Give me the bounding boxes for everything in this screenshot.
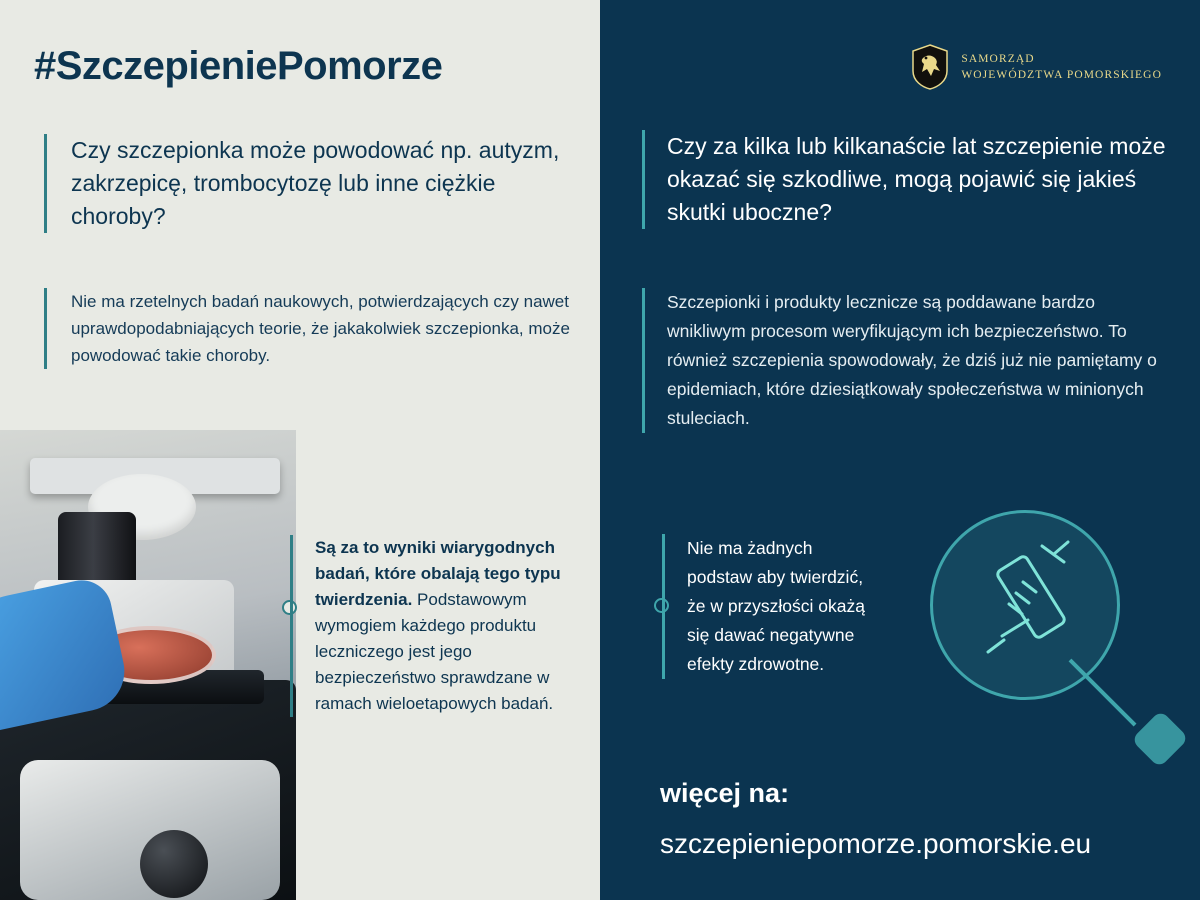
right-question: Czy za kilka lub kilkanaście lat szczepienie może okazać się szkodliwe, mogą pojawić się jakieś skutki uboczne? — [642, 130, 1172, 229]
left-bullet-rest: Podstawowym wymogiem każdego produktu leczniczego jest jego bezpieczeństwo sprawdzane w ramach wieloetapowych badań. — [315, 590, 554, 713]
website-url[interactable]: szczepieniepomorze.pomorskie.eu — [660, 828, 1092, 859]
magnifier-grip-icon — [1131, 710, 1189, 768]
microscope-photo — [0, 430, 296, 900]
right-answer: Szczepionki i produkty lecznicze są poddawane bardzo wnikliwym procesom weryfikującym ich bezpieczeństwo. To również szczepienia spowodowały, że dziś już nie pamiętamy o epidemiach, które dziesiątkowały społeczeństwa w minionych stuleciach. — [642, 288, 1172, 433]
left-question: Czy szczepionka może powodować np. autyzm, zakrzepicę, trombocytozę lub inne ciężkie choroby? — [44, 134, 564, 233]
left-bullet-lead: Są za to wyniki wiarygodnych badań, które obalają tego typu twierdzenia. — [315, 538, 561, 609]
brand-logo-text — [961, 51, 1162, 83]
right-bullet: Nie ma żadnych podstaw aby twierdzić, że w przyszłości okażą się dawać negatywne efekty zdrowotne. — [662, 534, 877, 679]
left-answer: Nie ma rzetelnych badań naukowych, potwierdzających czy nawet uprawdopodabniających teorie, że jakakolwiek szczepionka, może powodować takie choroby. — [44, 288, 574, 369]
page-title: #SzczepieniePomorze — [34, 44, 443, 88]
photo-shape-focus-knob — [140, 830, 208, 898]
griffin-coat-of-arms-icon — [911, 44, 949, 90]
brand-logo — [911, 44, 1162, 90]
brand-logo-line2: WOJEWÓDZTWA POMORSKIEGO — [961, 69, 1162, 81]
right-panel — [600, 0, 1200, 900]
syringe-icon — [968, 540, 1098, 675]
brand-logo-line1: SAMORZĄD — [961, 53, 1035, 65]
more-label: więcej na: — [660, 778, 790, 808]
left-bullet — [290, 535, 590, 717]
